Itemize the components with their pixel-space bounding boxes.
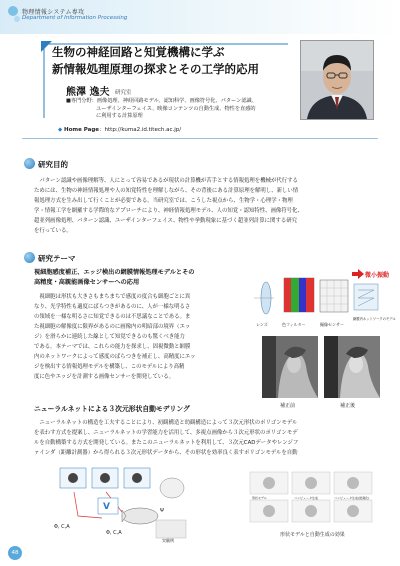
specialty-fields — [66, 98, 306, 121]
image-sensor-label: 撮像センサー — [320, 322, 344, 327]
grid-label: コンピュータ生成 — [294, 496, 319, 500]
text-line: ニューラルネットの構造を工夫することにより、初観構造と幼観構造によって３次元形状のポリゴンモデル — [34, 420, 298, 426]
department-name: 物理情報システム専攻 — [22, 9, 85, 16]
text-line: の領域を一様な明るさに知覚できるのは不思議なことである。ま — [34, 314, 191, 320]
text-line: 学・情報工学を網羅する学際的なアプローチにより、神経情報処理モデル、人の知覚・認知特性、画像符号化、 — [34, 208, 303, 214]
header-bubble — [8, 6, 18, 16]
photo-before-correction — [262, 336, 318, 398]
color-filter-label: 色フィルター — [282, 322, 306, 327]
symbol-label: Φ, C,A — [54, 524, 70, 530]
section-bullet-icon — [24, 158, 35, 169]
divider — [22, 138, 378, 139]
text-line: である。本テーマでは、これらの能力を探求し、固視微動と網膜 — [34, 344, 191, 350]
text-line: パターン認識や画像理解等、人にとって容易であるが現状の計算機が苦手とする情報処理を機械が代行する — [34, 178, 298, 184]
text-line: 度に色やエッジを計測する画像センサーを開発している。 — [34, 374, 175, 380]
theme1-title-line: 視細胞感度補正、エッジ検出の網膜情報処理モデルとその — [34, 269, 195, 276]
experiment-label: 実験例 — [162, 538, 174, 543]
svg-text:V: V — [103, 502, 110, 512]
text-line: た視細胞の解像度に限界があるのに画像内の明暗部の境界（エッ — [34, 324, 191, 330]
photo-after-correction — [324, 336, 380, 398]
neural-modeling-diagram — [52, 462, 192, 542]
researcher-name: 熊澤 逸夫 — [66, 87, 110, 98]
text-line: 内のネットワークによって感度のばらつきを補正し、高精度にエッ — [34, 354, 196, 360]
text-line: なり、光学特性も適度にばらつきがあるのに、人が一様な明るさ — [34, 304, 191, 310]
page-number: 48 — [8, 546, 22, 560]
specialty-line: ユーザインターフェイス、映像コンテンツの自動生成、物性を直感的 — [96, 105, 256, 112]
homepage-label: Home Page — [63, 127, 100, 133]
theme2-paragraph — [34, 418, 380, 458]
specialty-line: 画像処理、神経回路モデル、認知科学、画像符号化、パターン認識、 — [96, 98, 257, 104]
specialty-label: ■専門分野： — [66, 98, 97, 104]
text-line: を行っている。 — [34, 228, 72, 234]
section-bullet-icon — [24, 252, 35, 263]
text-line: ジを検出する情報処理モデルを構築し、このモデルにより高精 — [34, 364, 185, 370]
homepage-link[interactable]: ：http://kuma2.id.titech.ac.jp/ — [99, 127, 182, 133]
department-name-en: Department of Information Processing — [22, 15, 128, 21]
theme1-title-line: 高精度・高親能画像センサーへの応用 — [34, 279, 140, 286]
grid-label: コンピュータ生成(最適化) — [334, 496, 370, 500]
theme2-title: ニューラルネットによる３次元形状自動モデリング — [34, 405, 190, 413]
title-line-1: 生物の神経回路と知覚機構に学ぶ — [52, 45, 225, 59]
title-line-2: 新情報処理原理の探求とその工学的応用 — [52, 62, 259, 76]
lab-label: 研究室 — [115, 90, 132, 96]
text-line: ルを自動構築する方式を開発している。またこのニューラルネットを利用して、３次元CADデータやレンジフ — [34, 440, 299, 446]
text-line: ァインダ（距離計測器）から得られる３次元形状データから、その形状を効率良く表すポリゴンモデルを自動 — [34, 450, 298, 456]
caption-after: 補正後 — [340, 403, 356, 409]
section-title-purpose: 研究目的 — [38, 160, 68, 169]
vibration-label: 微小振動 — [365, 272, 390, 279]
retina-network-label: 網膜内ネットワークのモデル — [353, 317, 396, 321]
sensor-diagram — [254, 268, 396, 330]
purpose-paragraph — [34, 176, 380, 236]
model-comparison-grid — [248, 470, 376, 526]
text-line: 超並列画像処理、パターン認識、ユーザインターフェイス、物性や挙動現象に基づく超並列計算に関する研究 — [34, 218, 298, 224]
text-line: 報処理方式を生み出して行くことが必要である。当研究室では、こうした視点から、生物学・心理学・物理 — [34, 198, 293, 204]
text-line: ためには、生物の神経情報処理や人の知覚特性を理解しながら、その背後にある計算原理を解明し、新しい情 — [34, 188, 299, 194]
figure2-caption: 形状モデルと自動生成の効果 — [280, 532, 345, 538]
homepage-icon: ◆ — [58, 127, 63, 133]
theme1-paragraph — [34, 292, 248, 382]
caption-before: 補正前 — [280, 403, 296, 409]
theme1-title — [34, 268, 246, 288]
header-bubble — [14, 16, 20, 22]
page-title — [52, 44, 292, 78]
text-line: 視細胞は形状も大きさもまちまちで感度の度合も細胞ごとに異 — [34, 294, 191, 300]
lens-label: レンズ — [256, 322, 268, 327]
researcher-photo — [300, 40, 374, 120]
homepage-line — [58, 125, 181, 133]
symbol-label: Φ, C,A — [106, 530, 122, 536]
symbol-label: Ψ — [160, 508, 164, 514]
text-line: ジ）を滑らかに連続した線として知覚できるのも驚くべき能力 — [34, 334, 185, 340]
section-title-themes: 研究テーマ — [38, 254, 76, 263]
specialty-line: に利用する計算原理 — [96, 113, 143, 119]
text-line: を表わす方式を提案し、ニューラルネットの学習能力を活用して、多視点画像から３次元形状のポリゴンモデ — [34, 430, 298, 436]
grid-label: 形状モデル — [252, 496, 267, 500]
